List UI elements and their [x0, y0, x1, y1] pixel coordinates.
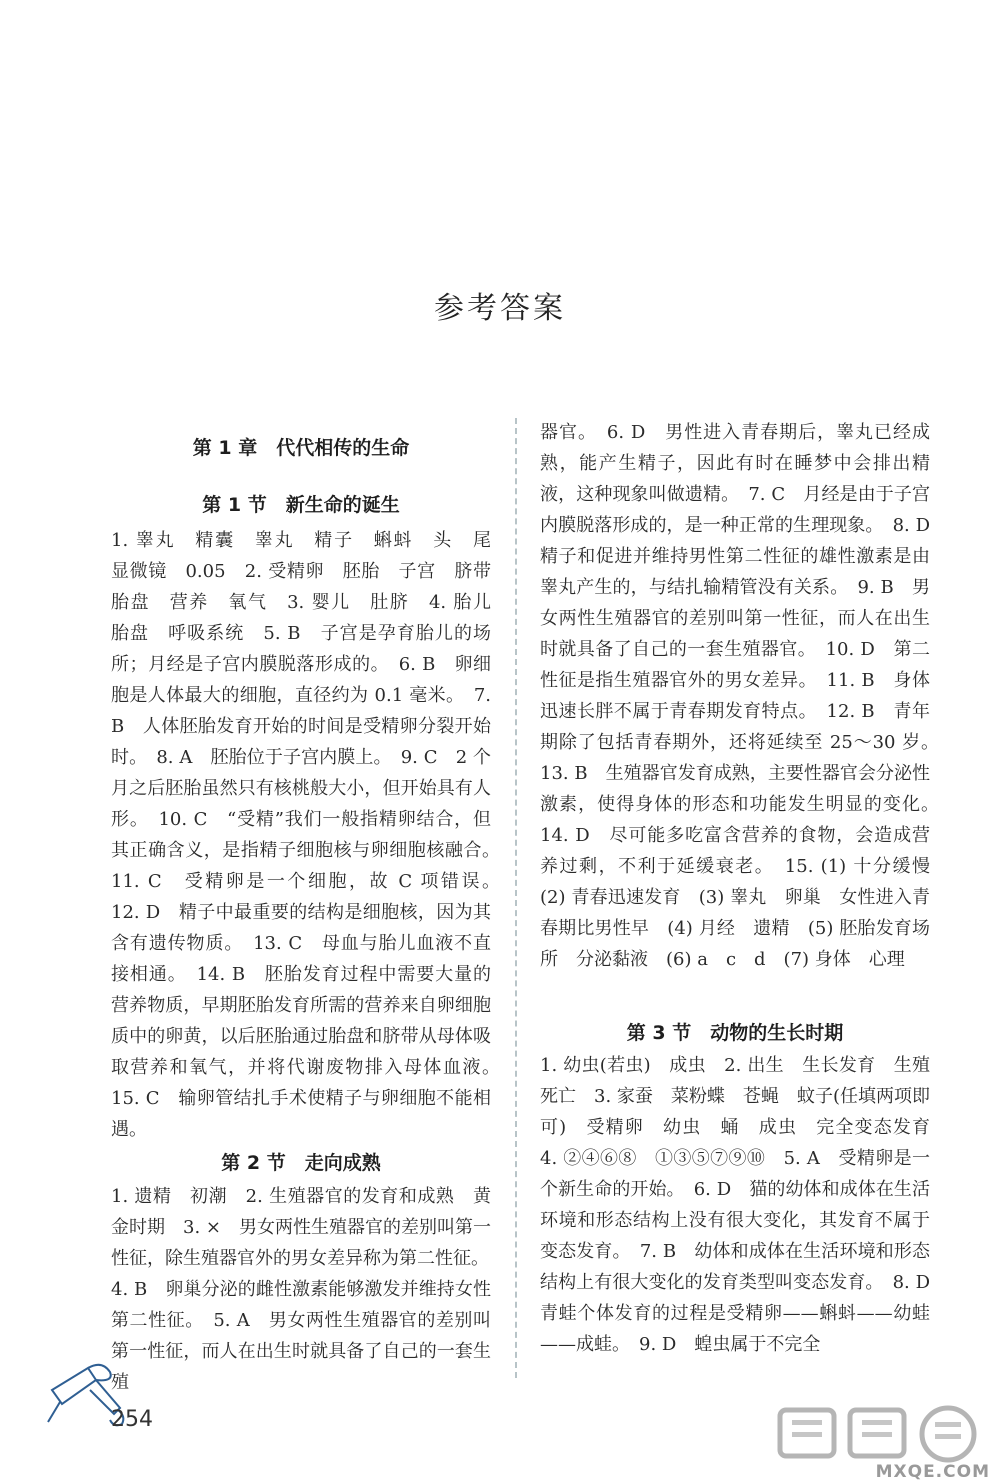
page-title: 参考答案 [434, 291, 566, 326]
chapter-heading: 第 1 章 代代相传的生命 [192, 437, 410, 459]
section-3-answers [540, 1050, 948, 1360]
section-1-heading: 第 1 节 新生命的诞生 [202, 494, 400, 516]
column-divider [515, 418, 517, 1378]
section-2-answers-a [111, 1181, 491, 1274]
section-2-continued [540, 417, 949, 975]
section-2-continued-text: 器官。 6. D 男性进入青春期后，睾丸已经成熟，能产生精子，因此有时在睡梦中会排出精液，这种现象叫做遗精。 7. C 月经是由于子宫内膜脱落形成的，是一种正常的生理现象。 8. D 精子和促进并维持男性第二性征的雄性激素是由睾丸产生的，与结扎输精管没有关系。 9. B 男女两性生殖器官的差别叫第一性征，而人在出生时就具备了自己的一套生殖器官。 10. D 第二性征是指生殖器官外的男女差异。 11. B 身体迅速长胖不属于青春期发育特点。 12. B 青年期除了包括青春期外，还将延续至 25～30 岁。 13. B 生殖器官发育成熟，主要性器官会分泌性激素，使得身体的形态和功能发生明显的变化。 14. D 尽可能多吃富含营养的食物，会造成营养过剩，不利于延缓衰老。 15. (1) 十分缓慢 (2) 青春迅速发育 (3) 睾丸 卵巢 女性进入青春期比男性早 (4) 月经 遗精 (5) 胚胎发育场所 分泌黏液 (6) a c d (7) 身体 心理 [540, 422, 949, 970]
section-2-answers-b [111, 1274, 491, 1398]
section-1-answers [111, 525, 509, 1145]
section-3-text: 1. 幼虫(若虫) 成虫 2. 出生 生长发育 生殖 死亡 3. 家蚕 菜粉蝶 苍蝇 蚊子(任填两项即可) 受精卵 幼虫 蛹 成虫 完全变态发育 4. ②④⑥⑧ ①③⑤⑦⑨⑩ 5. A 受精卵是一个新生命的开始。 6. D 猫的幼体和成体在生活环境和形态结构上没有很大变化，其发育不属于变态发育。 7. B 幼体和成体在生活环境和形态结构上有很大变化的发育类型叫变态发育。 8. D 青蛙个体发育的过程是受精卵——蝌蚪——幼蛙——成蛙。 9. D 蝗虫属于不完全 [540, 1055, 948, 1355]
section-2-text-1: 1. 遗精 初潮 2. 生殖器官的发育和成熟 黄金时期 3. × 男女两性生殖器官的差别叫第一性征，除生殖器官外的男女差异称为第二性征。 [111, 1186, 491, 1269]
page-number: 254 [111, 1407, 153, 1432]
section-2-text-2: 4. B 卵巢分泌的雌性激素能够激发并维持女性第二性征。 5. A 男女两性生殖器官的差别叫第一性征，而人在出生时就具备了自己的一套生殖 [111, 1279, 491, 1393]
section-2-heading: 第 2 节 走向成熟 [221, 1152, 381, 1174]
watermark-url: MXQE.COM [875, 1462, 990, 1482]
section-1-text: 1. 睾丸 精囊 睾丸 精子 蝌蚪 头 尾 显微镜 0.05 2. 受精卵 胚胎 子宫 脐带 胎盘 营养 氧气 3. 婴儿 肚脐 4. 胎儿 胎盘 呼吸系统 5. B 子宫是孕育胎儿的场所；月经是子宫内膜脱落形成的。 6. B 卵细胞是人体最大的细胞，直径约为 0.1 毫米。 7. B 人体胚胎发育开始的时间是受精卵分裂开始时。 8. A 胚胎位于子宫内膜上。 9. C 2 个月之后胚胎虽然只有核桃般大小，但开始具有人形。 10. C “受精”我们一般指精卵结合，但其正确含义，是指精子细胞核与卵细胞核融合。 11. C 受精卵是一个细胞，故 C 项错误。 12. D 精子中最重要的结构是细胞核，因为其含有遗传物质。 13. C 母血与胎儿血液不直接相通。 14. B 胚胎发育过程中需要大量的营养物质，早期胚胎发育所需的营养来自卵细胞质中的卵黄，以后胚胎通过胎盘和脐带从母体吸取营养和氧气，并将代谢废物排入母体血液。 15. C 输卵管结扎手术使精子与卵细胞不能相遇。 [111, 530, 509, 1140]
section-3-heading: 第 3 节 动物的生长时期 [626, 1022, 844, 1044]
